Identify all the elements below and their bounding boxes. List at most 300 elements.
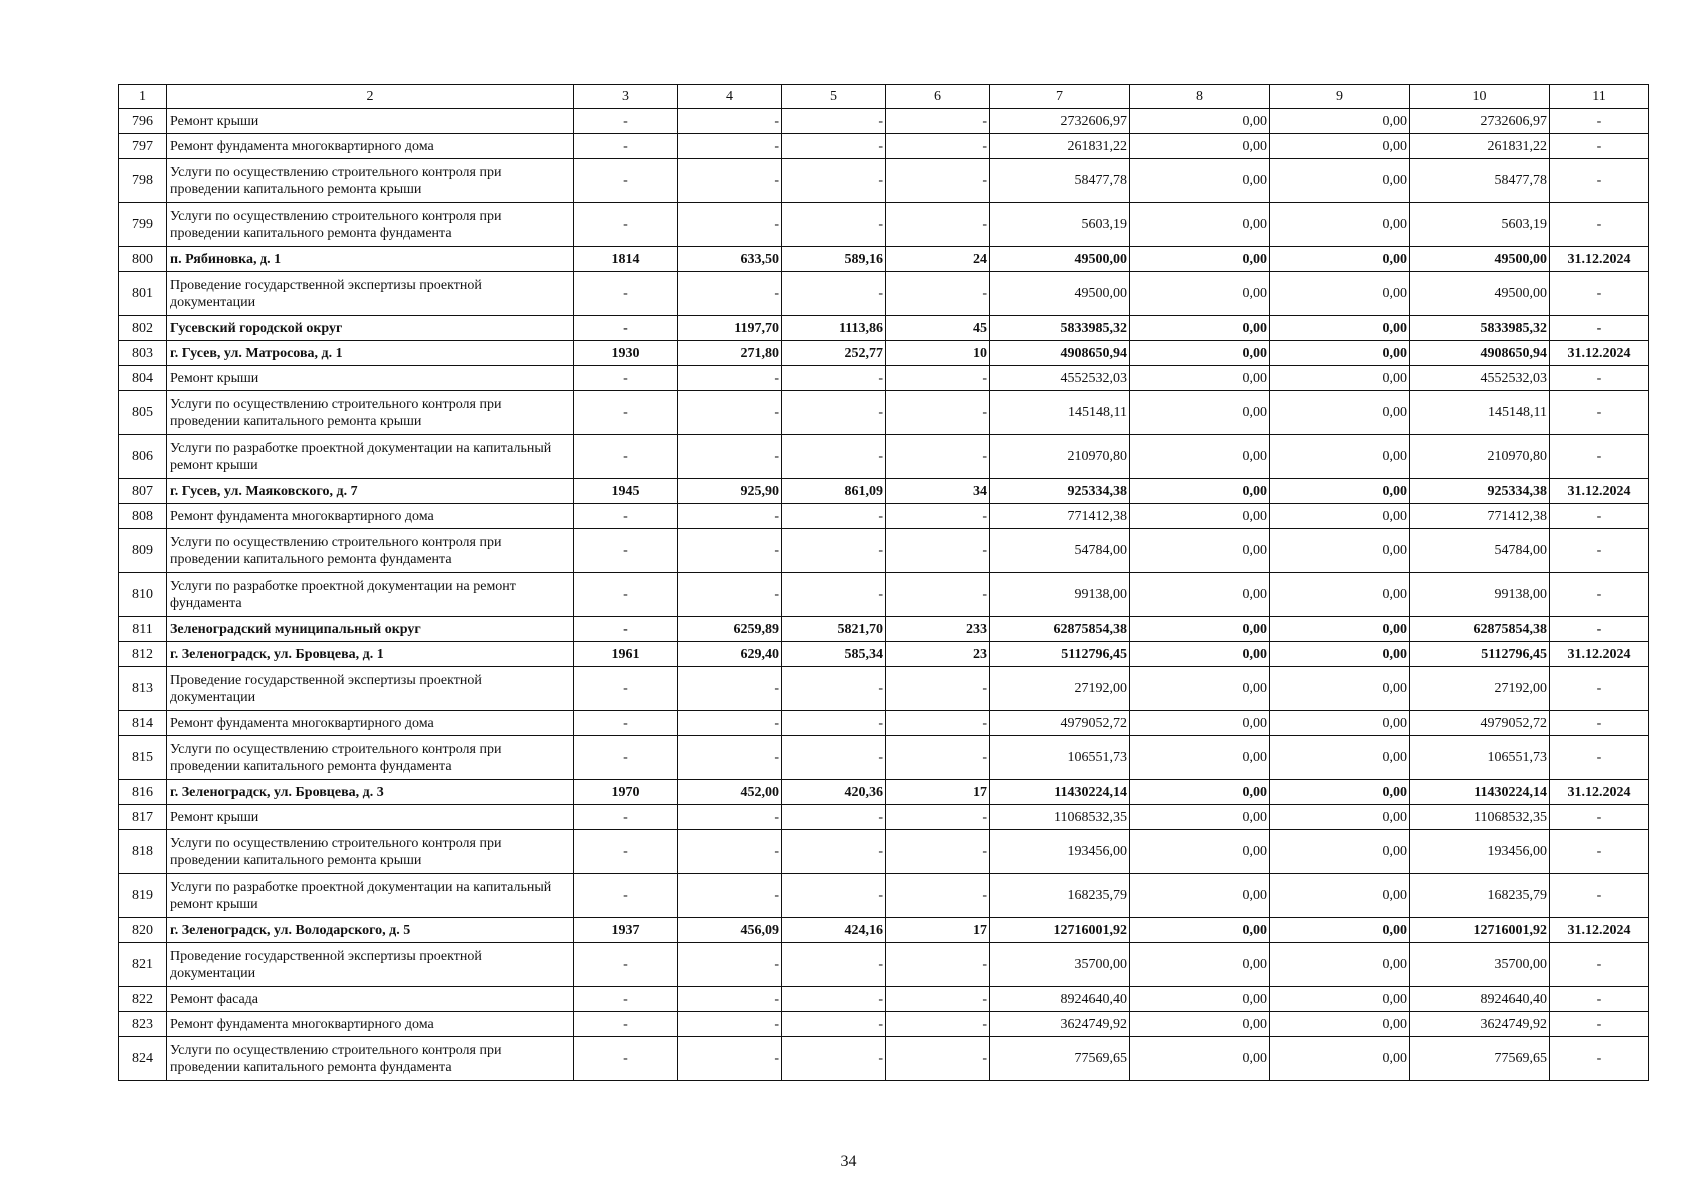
residents-cell: - — [886, 830, 990, 874]
owner-funds-cell: 5833985,32 — [1410, 316, 1550, 341]
regional-funds-cell: 0,00 — [1270, 943, 1410, 987]
total-cost-cell: 4979052,72 — [990, 711, 1130, 736]
owner-funds-cell: 35700,00 — [1410, 943, 1550, 987]
year-built-cell: - — [574, 987, 678, 1012]
item-name-cell: Ремонт фундамента многоквартирного дома — [167, 711, 574, 736]
total-area-cell: - — [678, 272, 782, 316]
total-cost-cell: 49500,00 — [990, 247, 1130, 272]
table-row — [119, 711, 1649, 736]
item-name-cell: г. Гусев, ул. Маяковского, д. 7 — [167, 479, 574, 504]
table-row — [119, 316, 1649, 341]
total-area-cell: - — [678, 435, 782, 479]
total-area-cell: - — [678, 830, 782, 874]
year-built-cell: - — [574, 667, 678, 711]
federal-funds-cell: 0,00 — [1130, 943, 1270, 987]
item-name-cell: Ремонт фундамента многоквартирного дома — [167, 1012, 574, 1037]
row-number-cell: 824 — [119, 1037, 167, 1081]
year-built-cell: - — [574, 391, 678, 435]
year-built-cell: - — [574, 573, 678, 617]
table-row — [119, 366, 1649, 391]
total-cost-cell: 8924640,40 — [990, 987, 1130, 1012]
item-name-cell: г. Зеленоградск, ул. Володарского, д. 5 — [167, 918, 574, 943]
table-row — [119, 642, 1649, 667]
row-number-cell: 803 — [119, 341, 167, 366]
item-name-cell: г. Зеленоградск, ул. Бровцева, д. 1 — [167, 642, 574, 667]
regional-funds-cell: 0,00 — [1270, 573, 1410, 617]
regional-funds-cell: 0,00 — [1270, 918, 1410, 943]
total-area-cell: - — [678, 504, 782, 529]
total-cost-cell: 925334,38 — [990, 479, 1130, 504]
owner-funds-cell: 11068532,35 — [1410, 805, 1550, 830]
residents-cell: - — [886, 874, 990, 918]
total-cost-cell: 11068532,35 — [990, 805, 1130, 830]
year-built-cell: 1961 — [574, 642, 678, 667]
table-row — [119, 159, 1649, 203]
row-number-cell: 809 — [119, 529, 167, 573]
owner-funds-cell: 54784,00 — [1410, 529, 1550, 573]
row-number-cell: 804 — [119, 366, 167, 391]
table-row — [119, 573, 1649, 617]
regional-funds-cell: 0,00 — [1270, 736, 1410, 780]
row-number-cell: 813 — [119, 667, 167, 711]
total-area-cell: - — [678, 1012, 782, 1037]
total-cost-cell: 27192,00 — [990, 667, 1130, 711]
residents-cell: - — [886, 203, 990, 247]
regional-funds-cell: 0,00 — [1270, 159, 1410, 203]
row-number-cell: 820 — [119, 918, 167, 943]
table-row — [119, 435, 1649, 479]
row-number-cell: 811 — [119, 617, 167, 642]
regional-funds-cell: 0,00 — [1270, 316, 1410, 341]
residents-cell: - — [886, 573, 990, 617]
year-built-cell: - — [574, 504, 678, 529]
year-built-cell: - — [574, 805, 678, 830]
table-row — [119, 479, 1649, 504]
living-area-cell: 252,77 — [782, 341, 886, 366]
page-number: 34 — [840, 1153, 857, 1170]
item-name-cell: Ремонт крыши — [167, 805, 574, 830]
column-header: 6 — [886, 85, 990, 109]
residents-cell: - — [886, 987, 990, 1012]
item-name-cell: Ремонт фундамента многоквартирного дома — [167, 134, 574, 159]
owner-funds-cell: 49500,00 — [1410, 272, 1550, 316]
total-cost-cell: 49500,00 — [990, 272, 1130, 316]
table-row — [119, 529, 1649, 573]
year-built-cell: - — [574, 109, 678, 134]
year-built-cell: - — [574, 134, 678, 159]
federal-funds-cell: 0,00 — [1130, 1012, 1270, 1037]
column-header: 2 — [167, 85, 574, 109]
federal-funds-cell: 0,00 — [1130, 203, 1270, 247]
owner-funds-cell: 145148,11 — [1410, 391, 1550, 435]
row-number-cell: 816 — [119, 780, 167, 805]
residents-cell: - — [886, 435, 990, 479]
living-area-cell: - — [782, 736, 886, 780]
row-number-cell: 797 — [119, 134, 167, 159]
total-area-cell: - — [678, 134, 782, 159]
regional-funds-cell: 0,00 — [1270, 134, 1410, 159]
total-area-cell: - — [678, 366, 782, 391]
document-page — [118, 84, 1649, 1081]
total-cost-cell: 4552532,03 — [990, 366, 1130, 391]
table-row — [119, 943, 1649, 987]
year-built-cell: - — [574, 366, 678, 391]
table-row — [119, 874, 1649, 918]
living-area-cell: - — [782, 573, 886, 617]
completion-date-cell: - — [1550, 316, 1649, 341]
owner-funds-cell: 168235,79 — [1410, 874, 1550, 918]
total-area-cell: 633,50 — [678, 247, 782, 272]
federal-funds-cell: 0,00 — [1130, 529, 1270, 573]
regional-funds-cell: 0,00 — [1270, 479, 1410, 504]
federal-funds-cell: 0,00 — [1130, 366, 1270, 391]
regional-funds-cell: 0,00 — [1270, 504, 1410, 529]
row-number-cell: 819 — [119, 874, 167, 918]
regional-funds-cell: 0,00 — [1270, 247, 1410, 272]
year-built-cell: - — [574, 159, 678, 203]
residents-cell: - — [886, 272, 990, 316]
federal-funds-cell: 0,00 — [1130, 617, 1270, 642]
year-built-cell: - — [574, 617, 678, 642]
item-name-cell: г. Гусев, ул. Матросова, д. 1 — [167, 341, 574, 366]
year-built-cell: - — [574, 736, 678, 780]
owner-funds-cell: 261831,22 — [1410, 134, 1550, 159]
total-cost-cell: 58477,78 — [990, 159, 1130, 203]
living-area-cell: 424,16 — [782, 918, 886, 943]
federal-funds-cell: 0,00 — [1130, 134, 1270, 159]
regional-funds-cell: 0,00 — [1270, 987, 1410, 1012]
living-area-cell: 5821,70 — [782, 617, 886, 642]
total-area-cell: - — [678, 711, 782, 736]
table-row — [119, 341, 1649, 366]
year-built-cell: - — [574, 272, 678, 316]
federal-funds-cell: 0,00 — [1130, 159, 1270, 203]
total-cost-cell: 5603,19 — [990, 203, 1130, 247]
residents-cell: 24 — [886, 247, 990, 272]
table-row — [119, 667, 1649, 711]
item-name-cell: Проведение государственной экспертизы проектной документации — [167, 667, 574, 711]
table-row — [119, 504, 1649, 529]
row-number-cell: 798 — [119, 159, 167, 203]
completion-date-cell: - — [1550, 159, 1649, 203]
living-area-cell: - — [782, 159, 886, 203]
item-name-cell: Проведение государственной экспертизы проектной документации — [167, 943, 574, 987]
federal-funds-cell: 0,00 — [1130, 504, 1270, 529]
year-built-cell: - — [574, 1037, 678, 1081]
completion-date-cell: - — [1550, 109, 1649, 134]
row-number-cell: 822 — [119, 987, 167, 1012]
item-name-cell: Услуги по осуществлению строительного контроля при проведении капитального ремонта фундамента — [167, 203, 574, 247]
table-row — [119, 918, 1649, 943]
living-area-cell: - — [782, 711, 886, 736]
total-area-cell: - — [678, 667, 782, 711]
total-area-cell: - — [678, 109, 782, 134]
row-number-cell: 802 — [119, 316, 167, 341]
federal-funds-cell: 0,00 — [1130, 272, 1270, 316]
federal-funds-cell: 0,00 — [1130, 874, 1270, 918]
residents-cell: - — [886, 159, 990, 203]
federal-funds-cell: 0,00 — [1130, 391, 1270, 435]
year-built-cell: - — [574, 203, 678, 247]
regional-funds-cell: 0,00 — [1270, 341, 1410, 366]
residents-cell: - — [886, 736, 990, 780]
owner-funds-cell: 27192,00 — [1410, 667, 1550, 711]
total-area-cell: 629,40 — [678, 642, 782, 667]
item-name-cell: Услуги по разработке проектной документации на капитальный ремонт крыши — [167, 435, 574, 479]
total-area-cell: - — [678, 203, 782, 247]
total-cost-cell: 99138,00 — [990, 573, 1130, 617]
regional-funds-cell: 0,00 — [1270, 1012, 1410, 1037]
item-name-cell: Зеленоградский муниципальный округ — [167, 617, 574, 642]
living-area-cell: - — [782, 943, 886, 987]
regional-funds-cell: 0,00 — [1270, 667, 1410, 711]
residents-cell: - — [886, 529, 990, 573]
living-area-cell: 589,16 — [782, 247, 886, 272]
owner-funds-cell: 106551,73 — [1410, 736, 1550, 780]
owner-funds-cell: 49500,00 — [1410, 247, 1550, 272]
table-row — [119, 272, 1649, 316]
living-area-cell: - — [782, 109, 886, 134]
item-name-cell: Услуги по осуществлению строительного контроля при проведении капитального ремонта крыши — [167, 391, 574, 435]
residents-cell: 10 — [886, 341, 990, 366]
table-row — [119, 203, 1649, 247]
owner-funds-cell: 4979052,72 — [1410, 711, 1550, 736]
regional-funds-cell: 0,00 — [1270, 805, 1410, 830]
federal-funds-cell: 0,00 — [1130, 987, 1270, 1012]
regional-funds-cell: 0,00 — [1270, 617, 1410, 642]
regional-funds-cell: 0,00 — [1270, 529, 1410, 573]
table-row — [119, 109, 1649, 134]
living-area-cell: - — [782, 435, 886, 479]
completion-date-cell: 31.12.2024 — [1550, 918, 1649, 943]
federal-funds-cell: 0,00 — [1130, 830, 1270, 874]
column-header: 4 — [678, 85, 782, 109]
completion-date-cell: - — [1550, 987, 1649, 1012]
row-number-cell: 806 — [119, 435, 167, 479]
owner-funds-cell: 5112796,45 — [1410, 642, 1550, 667]
regional-funds-cell: 0,00 — [1270, 391, 1410, 435]
item-name-cell: Услуги по разработке проектной документации на ремонт фундамента — [167, 573, 574, 617]
total-area-cell: - — [678, 987, 782, 1012]
federal-funds-cell: 0,00 — [1130, 573, 1270, 617]
residents-cell: - — [886, 1037, 990, 1081]
residents-cell: - — [886, 1012, 990, 1037]
owner-funds-cell: 11430224,14 — [1410, 780, 1550, 805]
year-built-cell: - — [574, 529, 678, 573]
residents-cell: 17 — [886, 918, 990, 943]
total-cost-cell: 3624749,92 — [990, 1012, 1130, 1037]
owner-funds-cell: 925334,38 — [1410, 479, 1550, 504]
completion-date-cell: - — [1550, 874, 1649, 918]
total-cost-cell: 2732606,97 — [990, 109, 1130, 134]
total-area-cell: - — [678, 874, 782, 918]
year-built-cell: 1814 — [574, 247, 678, 272]
regional-funds-cell: 0,00 — [1270, 366, 1410, 391]
residents-cell: - — [886, 711, 990, 736]
total-cost-cell: 5112796,45 — [990, 642, 1130, 667]
total-area-cell: 6259,89 — [678, 617, 782, 642]
owner-funds-cell: 12716001,92 — [1410, 918, 1550, 943]
completion-date-cell: - — [1550, 1012, 1649, 1037]
living-area-cell: 585,34 — [782, 642, 886, 667]
living-area-cell: 861,09 — [782, 479, 886, 504]
completion-date-cell: 31.12.2024 — [1550, 642, 1649, 667]
living-area-cell: - — [782, 134, 886, 159]
living-area-cell: - — [782, 874, 886, 918]
residents-cell: 23 — [886, 642, 990, 667]
row-number-cell: 818 — [119, 830, 167, 874]
table-row — [119, 1012, 1649, 1037]
total-cost-cell: 261831,22 — [990, 134, 1130, 159]
row-number-cell: 810 — [119, 573, 167, 617]
table-row — [119, 134, 1649, 159]
residents-cell: 233 — [886, 617, 990, 642]
living-area-cell: - — [782, 203, 886, 247]
year-built-cell: 1930 — [574, 341, 678, 366]
total-cost-cell: 77569,65 — [990, 1037, 1130, 1081]
item-name-cell: Ремонт крыши — [167, 109, 574, 134]
item-name-cell: Услуги по осуществлению строительного контроля при проведении капитального ремонта фундамента — [167, 1037, 574, 1081]
completion-date-cell: - — [1550, 805, 1649, 830]
table-row — [119, 617, 1649, 642]
year-built-cell: 1945 — [574, 479, 678, 504]
year-built-cell: - — [574, 1012, 678, 1037]
total-cost-cell: 145148,11 — [990, 391, 1130, 435]
owner-funds-cell: 8924640,40 — [1410, 987, 1550, 1012]
column-header: 3 — [574, 85, 678, 109]
owner-funds-cell: 77569,65 — [1410, 1037, 1550, 1081]
item-name-cell: Услуги по разработке проектной документации на капитальный ремонт крыши — [167, 874, 574, 918]
table-row — [119, 247, 1649, 272]
capital-repair-table — [118, 84, 1649, 1081]
owner-funds-cell: 5603,19 — [1410, 203, 1550, 247]
residents-cell: 17 — [886, 780, 990, 805]
column-header: 8 — [1130, 85, 1270, 109]
residents-cell: - — [886, 109, 990, 134]
column-header: 1 — [119, 85, 167, 109]
year-built-cell: - — [574, 830, 678, 874]
completion-date-cell: - — [1550, 617, 1649, 642]
total-area-cell: - — [678, 1037, 782, 1081]
residents-cell: 34 — [886, 479, 990, 504]
total-cost-cell: 11430224,14 — [990, 780, 1130, 805]
living-area-cell: - — [782, 504, 886, 529]
table-row — [119, 830, 1649, 874]
total-cost-cell: 106551,73 — [990, 736, 1130, 780]
completion-date-cell: - — [1550, 573, 1649, 617]
total-cost-cell: 771412,38 — [990, 504, 1130, 529]
row-number-cell: 823 — [119, 1012, 167, 1037]
regional-funds-cell: 0,00 — [1270, 780, 1410, 805]
living-area-cell: 420,36 — [782, 780, 886, 805]
item-name-cell: Услуги по осуществлению строительного контроля при проведении капитального ремонта крыши — [167, 159, 574, 203]
regional-funds-cell: 0,00 — [1270, 272, 1410, 316]
completion-date-cell: - — [1550, 830, 1649, 874]
residents-cell: - — [886, 667, 990, 711]
completion-date-cell: - — [1550, 134, 1649, 159]
owner-funds-cell: 210970,80 — [1410, 435, 1550, 479]
row-number-cell: 814 — [119, 711, 167, 736]
item-name-cell: Ремонт фундамента многоквартирного дома — [167, 504, 574, 529]
completion-date-cell: - — [1550, 736, 1649, 780]
item-name-cell: Услуги по осуществлению строительного контроля при проведении капитального ремонта крыши — [167, 830, 574, 874]
completion-date-cell: - — [1550, 529, 1649, 573]
owner-funds-cell: 4908650,94 — [1410, 341, 1550, 366]
row-number-cell: 815 — [119, 736, 167, 780]
residents-cell: - — [886, 366, 990, 391]
completion-date-cell: - — [1550, 272, 1649, 316]
completion-date-cell: - — [1550, 711, 1649, 736]
year-built-cell: - — [574, 943, 678, 987]
completion-date-cell: - — [1550, 391, 1649, 435]
completion-date-cell: - — [1550, 504, 1649, 529]
row-number-cell: 800 — [119, 247, 167, 272]
completion-date-cell: - — [1550, 943, 1649, 987]
federal-funds-cell: 0,00 — [1130, 805, 1270, 830]
total-cost-cell: 12716001,92 — [990, 918, 1130, 943]
total-cost-cell: 62875854,38 — [990, 617, 1130, 642]
row-number-cell: 817 — [119, 805, 167, 830]
completion-date-cell: 31.12.2024 — [1550, 247, 1649, 272]
total-area-cell: 925,90 — [678, 479, 782, 504]
regional-funds-cell: 0,00 — [1270, 1037, 1410, 1081]
federal-funds-cell: 0,00 — [1130, 711, 1270, 736]
item-name-cell: Проведение государственной экспертизы проектной документации — [167, 272, 574, 316]
table-row — [119, 987, 1649, 1012]
total-cost-cell: 5833985,32 — [990, 316, 1130, 341]
living-area-cell: 1113,86 — [782, 316, 886, 341]
regional-funds-cell: 0,00 — [1270, 642, 1410, 667]
regional-funds-cell: 0,00 — [1270, 711, 1410, 736]
table-row — [119, 736, 1649, 780]
total-area-cell: - — [678, 529, 782, 573]
completion-date-cell: - — [1550, 203, 1649, 247]
table-row — [119, 780, 1649, 805]
living-area-cell: - — [782, 272, 886, 316]
total-cost-cell: 210970,80 — [990, 435, 1130, 479]
federal-funds-cell: 0,00 — [1130, 316, 1270, 341]
owner-funds-cell: 771412,38 — [1410, 504, 1550, 529]
federal-funds-cell: 0,00 — [1130, 667, 1270, 711]
total-area-cell: - — [678, 573, 782, 617]
regional-funds-cell: 0,00 — [1270, 109, 1410, 134]
total-cost-cell: 168235,79 — [990, 874, 1130, 918]
residents-cell: - — [886, 134, 990, 159]
total-area-cell: - — [678, 805, 782, 830]
item-name-cell: Услуги по осуществлению строительного контроля при проведении капитального ремонта фундамента — [167, 529, 574, 573]
total-area-cell: 271,80 — [678, 341, 782, 366]
row-number-cell: 812 — [119, 642, 167, 667]
year-built-cell: - — [574, 874, 678, 918]
residents-cell: - — [886, 805, 990, 830]
row-number-cell: 799 — [119, 203, 167, 247]
federal-funds-cell: 0,00 — [1130, 1037, 1270, 1081]
total-cost-cell: 4908650,94 — [990, 341, 1130, 366]
total-area-cell: - — [678, 943, 782, 987]
table-row — [119, 391, 1649, 435]
item-name-cell: Услуги по осуществлению строительного контроля при проведении капитального ремонта фундамента — [167, 736, 574, 780]
table-row — [119, 1037, 1649, 1081]
total-area-cell: 456,09 — [678, 918, 782, 943]
living-area-cell: - — [782, 987, 886, 1012]
completion-date-cell: 31.12.2024 — [1550, 780, 1649, 805]
column-header: 10 — [1410, 85, 1550, 109]
year-built-cell: 1970 — [574, 780, 678, 805]
table-row — [119, 805, 1649, 830]
total-area-cell: - — [678, 159, 782, 203]
row-number-cell: 801 — [119, 272, 167, 316]
total-cost-cell: 35700,00 — [990, 943, 1130, 987]
